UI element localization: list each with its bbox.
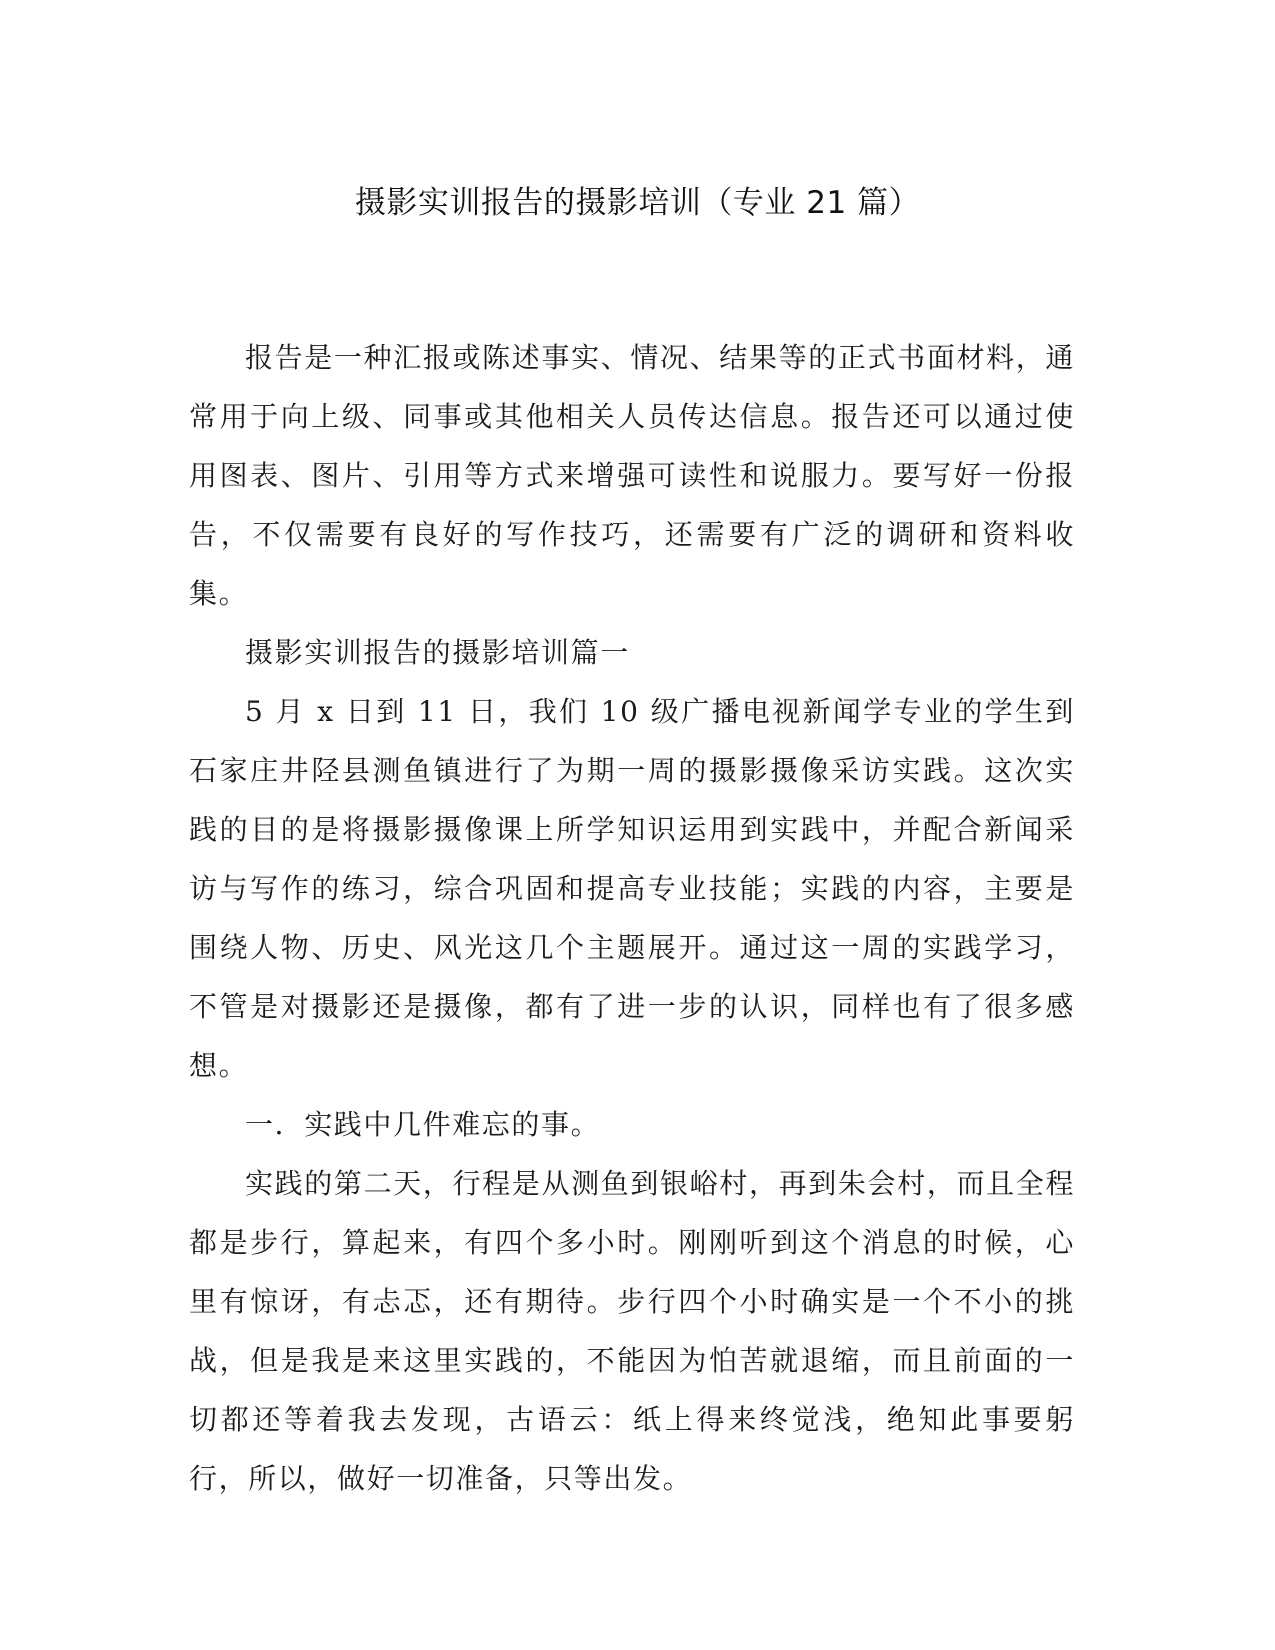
section-heading: 摄影实训报告的摄影培训篇一 bbox=[245, 636, 630, 669]
body-paragraph: 实践的第二天，行程是从测鱼到银峪村，再到朱会村，而且全程都是步行，算起来，有四个多小时。刚刚听到这个消息的时候，心里有惊讶，有忐忑，还有期待。步行四个小时确实是一个不小的挑战，但是我是来这里实践的，不能因为怕苦就退缩，而且前面的一切都还等着我去发现，古语云：纸上得来终觉浅，绝知此事要躬行，所以，做好一切准备，只等出发。 bbox=[189, 1167, 1075, 1495]
intro-paragraph: 报告是一种汇报或陈述事实、情况、结果等的正式书面材料，通常用于向上级、同事或其他相关人员传达信息。报告还可以通过使用图表、图片、引用等方式来增强可读性和说服力。要写好一份报告，不仅需要有良好的写作技巧，还需要有广泛的调研和资料收集。 bbox=[189, 341, 1075, 610]
body-paragraph: 5 月 x 日到 11 日，我们 10 级广播电视新闻学专业的学生到石家庄井陉县测鱼镇进行了为期一周的摄影摄像采访实践。这次实践的目的是将摄影摄像课上所学知识运用到实践中，并配合新闻采访与写作的练习，综合巩固和提高专业技能；实践的内容，主要是围绕人物、历史、风光这几个主题展开。通过这一周的实践学习，不管是对摄影还是摄像，都有了进一步的认识，同样也有了很多感想。 bbox=[189, 695, 1075, 1082]
document-body bbox=[189, 328, 1075, 1508]
subsection-heading: 一．实践中几件难忘的事。 bbox=[245, 1108, 601, 1141]
document-title: 摄影实训报告的摄影培训（专业 21 篇） bbox=[354, 185, 921, 221]
